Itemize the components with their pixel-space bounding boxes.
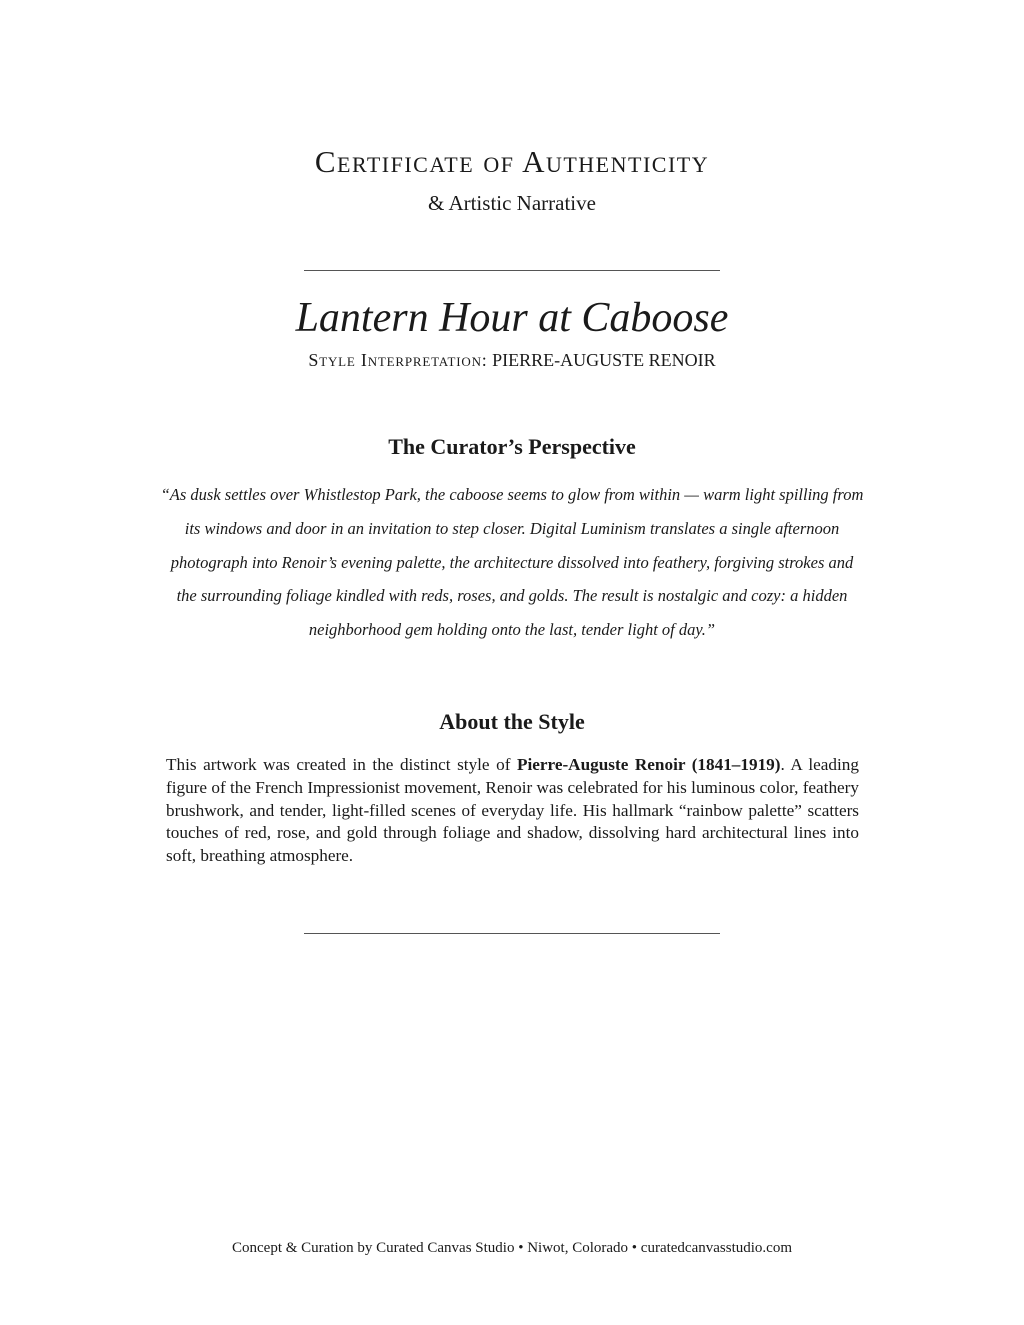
about-style-paragraph: [166, 754, 859, 868]
footer-credit: Concept & Curation by Curated Canvas Studio • Niwot, Colorado • curatedcanvasstudio.com: [232, 1240, 792, 1256]
artist-name-bold: Pierre-Auguste Renoir (1841–1919): [516, 755, 781, 774]
certificate-title: Certificate of Authenticity: [314, 144, 710, 179]
bottom-divider: [304, 933, 720, 934]
artwork-title: Lantern Hour at Caboose: [295, 295, 729, 341]
style-interpretation-label: Style Interpretation:: [308, 350, 488, 370]
style-artist-name: PIERRE-AUGUSTE RENOIR: [492, 350, 716, 370]
about-intro-text: This artwork was created in the distinct style of: [166, 755, 517, 774]
about-style-heading: About the Style: [439, 709, 585, 734]
about-body-text: . A leading figure of the French Impressionist movement, Renoir was celebrated for his luminous color, feathery brushwork, and tender, light-filled scenes of everyday life. His hallmark “rainbow palette” scatters touches of red, rose, and gold through foliage and shadow, dissolving hard architectural lines into soft, breathing atmosphere.: [166, 755, 859, 866]
curator-perspective-heading: The Curator’s Perspective: [388, 434, 636, 459]
style-interpretation-line: [0, 350, 1024, 371]
certificate-subtitle: & Artistic Narrative: [428, 191, 596, 215]
top-divider: [304, 270, 720, 271]
curator-quote: “As dusk settles over Whistlestop Park, the caboose seems to glow from within — warm light spilling from its windows and door in an invitation to step closer. Digital Luminism translates a single afternoon photograph into Renoir’s evening palette, the architecture dissolved into feathery, forgiving strokes and the surrounding foliage kindled with reds, roses, and golds. The result is nostalgic and cozy: a hidden neighborhood gem holding onto the last, tender light of day.”: [160, 485, 864, 640]
